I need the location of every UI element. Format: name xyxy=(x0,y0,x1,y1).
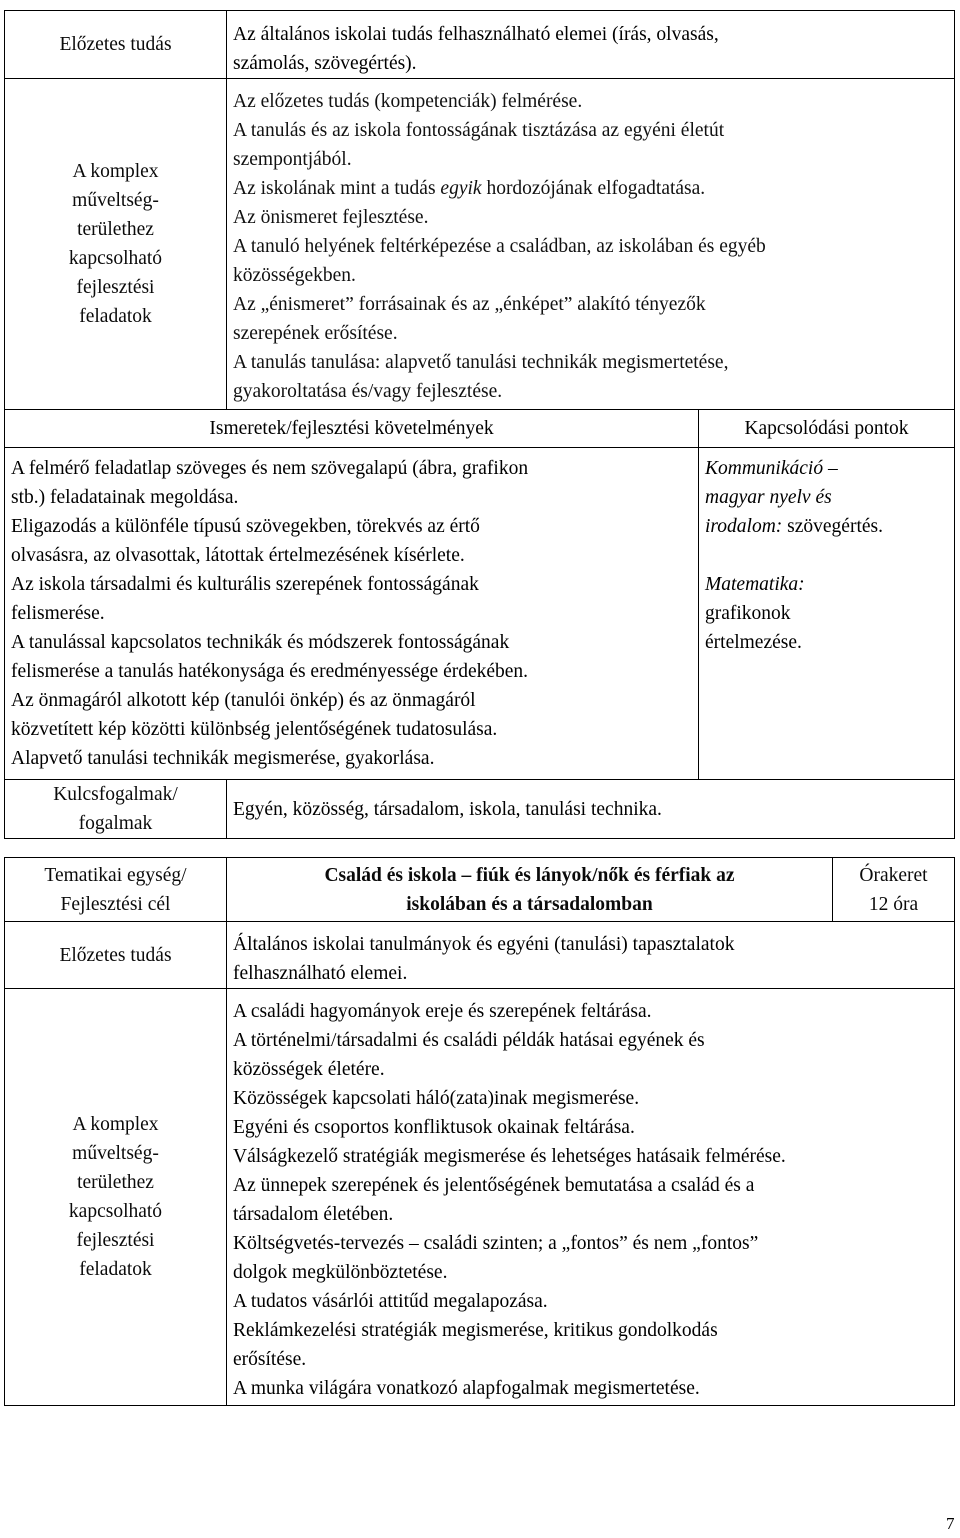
requirements-header: Ismeretek/fejlesztési követelmények xyxy=(5,410,699,448)
page-number: 7 xyxy=(946,1514,955,1533)
unit-title: Család és iskola – fiúk és lányok/nők és férfiak az iskolában és a társadalomban xyxy=(227,858,833,922)
requirements-text: A felmérő feladatlap szöveges és nem szövegalapú (ábra, grafikon stb.) feladatainak megoldása. Eligazodás a különféle típusú szövegekben, törekvés az értő olvasásra, az olvasottak, látottak értelmezésének kísérlete. Az iskola társadalmi és kulturális szerepének fontosságának felismerése. A tanulással kapcsolatos technikák és módszerek fontosságának felismerése a tanulás hatékonysága és eredményessége érdekében. Az önmagáról alkotott kép (tanulói önkép) és az önmagáról közvetített kép közötti különbség jelentőségének tudatosulása. Alapvető tanulási technikák megismerése, gyakorlása. xyxy=(5,448,699,780)
development-tasks-label: A komplex műveltség- területhez kapcsolható fejlesztési feladatok xyxy=(5,79,227,410)
prior-knowledge-label: Előzetes tudás xyxy=(5,11,227,79)
development-tasks-label-2: A komplex műveltség- területhez kapcsolható fejlesztési feladatok xyxy=(5,989,227,1406)
connections-header: Kapcsolódási pontok xyxy=(699,410,955,448)
prior-knowledge-text: Az általános iskolai tudás felhasználható elemei (írás, olvasás, számolás, szövegértés). xyxy=(227,11,955,79)
hours-frame: Órakeret 12 óra xyxy=(833,858,955,922)
prior-knowledge-text-2: Általános iskolai tanulmányok és egyéni (tanulási) tapasztalatok felhasználható elemei. xyxy=(227,922,955,989)
curriculum-table-1 xyxy=(4,10,955,839)
unit-label: Tematikai egység/ Fejlesztési cél xyxy=(5,858,227,922)
curriculum-table-2 xyxy=(4,857,955,1406)
development-tasks-text-2: A családi hagyományok ereje és szerepének feltárása. A történelmi/társadalmi és családi példák hatásai egyének és közösségek életére. Közösségek kapcsolati háló(zata)inak megismerése. Egyéni és csoportos konfliktusok okainak feltárása. Válságkezelő stratégiák megismerése és lehetséges hatásaik felmérése. Az ünnepek szerepének és jelentőségének bemutatása a család és a társadalom életében. Költségvetés-tervezés – családi szinten; a „fontos” és nem „fontos” dolgok megkülönböztetése. A tudatos vásárlói attitűd megalapozása. Reklámkezelési stratégiák megismerése, kritikus gondolkodás erősítése. A munka világára vonatkozó alapfogalmak megismertetése. xyxy=(227,989,955,1406)
connections-text: Kommunikáció – magyar nyelv és irodalom: szövegértés. Matematika: grafikonok értelmezése. xyxy=(699,448,955,780)
keywords-text: Egyén, közösség, társadalom, iskola, tanulási technika. xyxy=(227,780,955,839)
iskola-line: Az iskolának mint a tudás egyik hordozójának elfogadtatása. xyxy=(233,178,706,199)
development-tasks-text: Az előzetes tudás (kompetenciák) felmérése. A tanulás és az iskola fontosságának tisztázása az egyéni életút szempontjából. Az iskolának mint a tudás egyik hordozójának elfogadtatása. Az önismeret fejlesztése. A tanuló helyének feltérképezése a családban, az iskolában és egyéb közösségekben. Az „énismeret” forrásainak és az „énképet” alakító tényezők szerepének erősítése. A tanulás tanulása: alapvető tanulási technikák megismertetése, gyakoroltatása és/vagy fejlesztése. xyxy=(227,79,955,410)
prior-knowledge-label-2: Előzetes tudás xyxy=(5,922,227,989)
keywords-label: Kulcsfogalmak/ fogalmak xyxy=(5,780,227,839)
